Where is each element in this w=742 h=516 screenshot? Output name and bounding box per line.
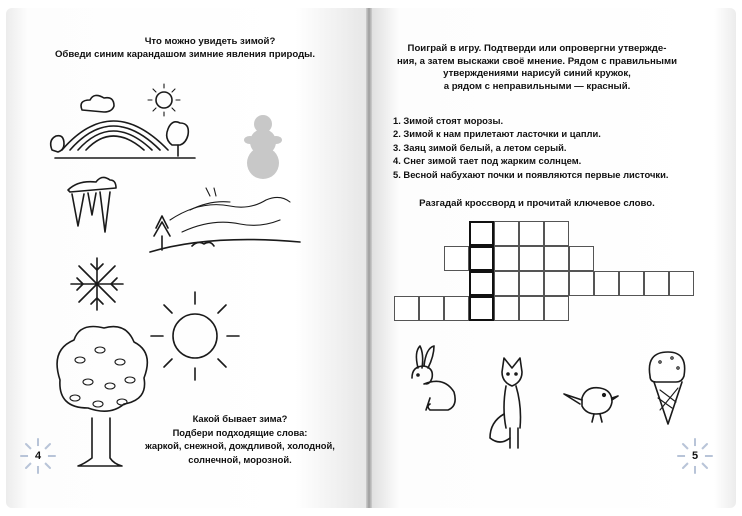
instruction-line1: Поиграй в игру. Подтверди или опровергни утвержде- [407, 43, 667, 54]
crossword-cell[interactable] [469, 296, 494, 321]
statement-item: 4. Снег зимой тает под жарким солнцем. [393, 155, 582, 167]
crossword-cell[interactable] [494, 271, 519, 296]
page-number-left-label: 4 [34, 450, 42, 462]
crossword-cell[interactable] [519, 271, 544, 296]
statements-list [393, 114, 668, 181]
crossword-cell[interactable] [444, 296, 469, 321]
crossword-title: Разгадай кроссворд и прочитай ключевое слово. [419, 198, 655, 209]
instruction-line4: а рядом с неправильными — красный. [443, 80, 631, 92]
crossword-cell[interactable] [494, 221, 519, 246]
words-task-line3: солнечной, морозной. [188, 453, 292, 465]
crossword-cell[interactable] [444, 246, 469, 271]
crossword-cell[interactable] [544, 221, 569, 246]
crossword-cell[interactable] [644, 271, 669, 296]
crossword-cell[interactable] [569, 271, 594, 296]
crossword-cell[interactable] [394, 296, 419, 321]
crossword-cell[interactable] [519, 296, 544, 321]
crossword-cell[interactable] [469, 271, 494, 296]
crossword-cell[interactable] [419, 296, 444, 321]
statement-item: 5. Весной набухают почки и появляются первые листочки. [393, 168, 669, 180]
left-page-instruction: Обведи синим карандашом зимние явления природы. [54, 49, 316, 60]
words-task-line2: жаркой, снежной, дождливой, холодной, [145, 440, 335, 452]
instruction-line3: утверждениями нарисуй синий кружок, [443, 68, 631, 80]
statement-item: 2. Зимой к нам прилетают ласточки и цапли. [393, 128, 601, 140]
crossword-cell[interactable] [669, 271, 694, 296]
crossword-cell[interactable] [519, 246, 544, 271]
crossword-cell[interactable] [569, 246, 594, 271]
right-page-instruction [372, 43, 702, 93]
words-task-line1: Подбери подходящие слова: [172, 426, 308, 438]
crossword-cell[interactable] [544, 271, 569, 296]
page-number-left [25, 443, 51, 469]
crossword-cell[interactable] [469, 246, 494, 271]
page-number-right [682, 443, 708, 469]
crossword-cell[interactable] [494, 296, 519, 321]
words-task [135, 412, 345, 466]
left-page-title: Что можно увидеть зимой? [144, 36, 276, 47]
crossword-cell[interactable] [594, 271, 619, 296]
crossword-cell[interactable] [494, 246, 519, 271]
crossword-cell[interactable] [469, 221, 494, 246]
page-number-right-label: 5 [691, 450, 699, 462]
crossword-cell[interactable] [544, 246, 569, 271]
statement-item: 3. Заяц зимой белый, а летом серый. [393, 141, 567, 153]
crossword-cell[interactable] [619, 271, 644, 296]
crossword-cell[interactable] [519, 221, 544, 246]
statement-item: 1. Зимой стоят морозы. [393, 115, 504, 126]
words-task-title: Какой бывает зима? [192, 413, 288, 424]
crossword-cell[interactable] [544, 296, 569, 321]
instruction-line2: ния, а затем выскажи своё мнение. Рядом с правильными [397, 55, 677, 67]
